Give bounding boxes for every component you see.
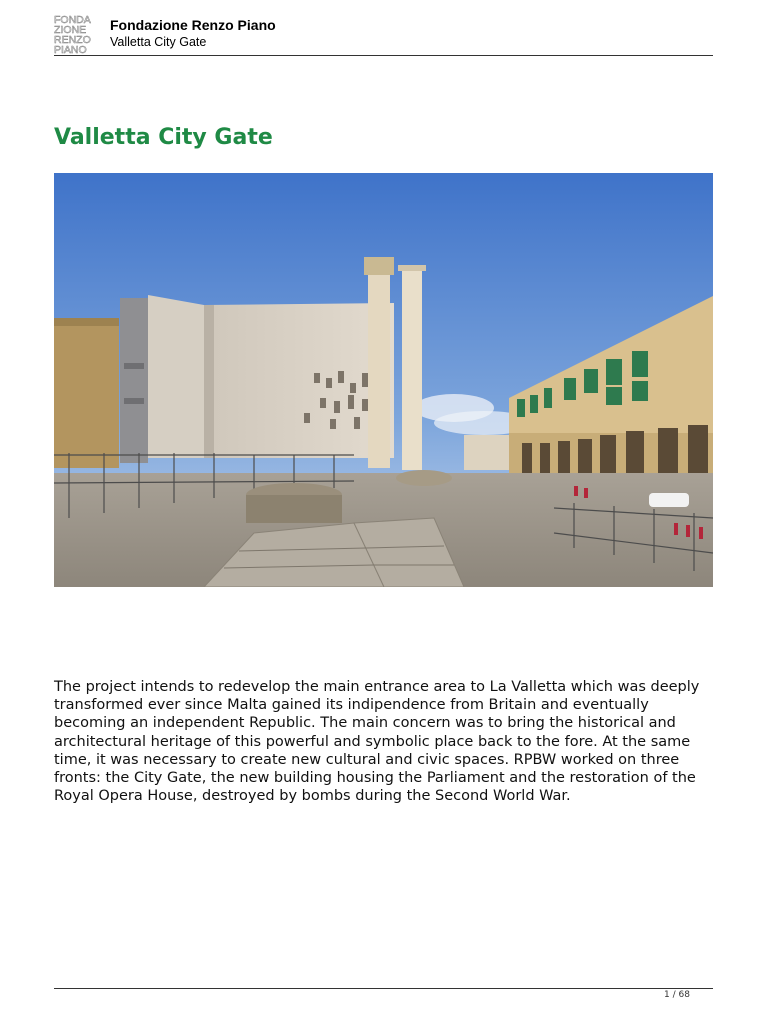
svg-text:ZIONE: ZIONE [54, 24, 87, 36]
svg-text:PIANO: PIANO [54, 44, 87, 54]
project-description: The project intends to redevelop the main entrance area to La Valletta which was deeply transformed ever since Malta gained its indipendence from Britain and eventually becoming an independent Republic. The main concern was to bring the historical and architectural heritage of this powerful and symbolic place back to the fore. At the same time, it was necessary to create new cultural and civic spaces. RPBW worked on three fronts: the City Gate, the new building housing the Parliament and the restoration of the Royal Opera House, destroyed by bombs during the Second World War. [54, 679, 700, 805]
header-subtitle: Valletta City Gate [110, 35, 207, 49]
footer-divider [54, 988, 713, 989]
svg-text:FONDA: FONDA [54, 14, 91, 26]
svg-text:RENZO: RENZO [54, 34, 91, 46]
page-title: Valletta City Gate [54, 125, 273, 150]
page-header [54, 14, 713, 56]
page-number: 1 / 68 [664, 990, 690, 1000]
organization-name: Fondazione Renzo Piano [110, 17, 276, 33]
foundation-logo [54, 14, 94, 54]
project-photo [54, 173, 713, 587]
